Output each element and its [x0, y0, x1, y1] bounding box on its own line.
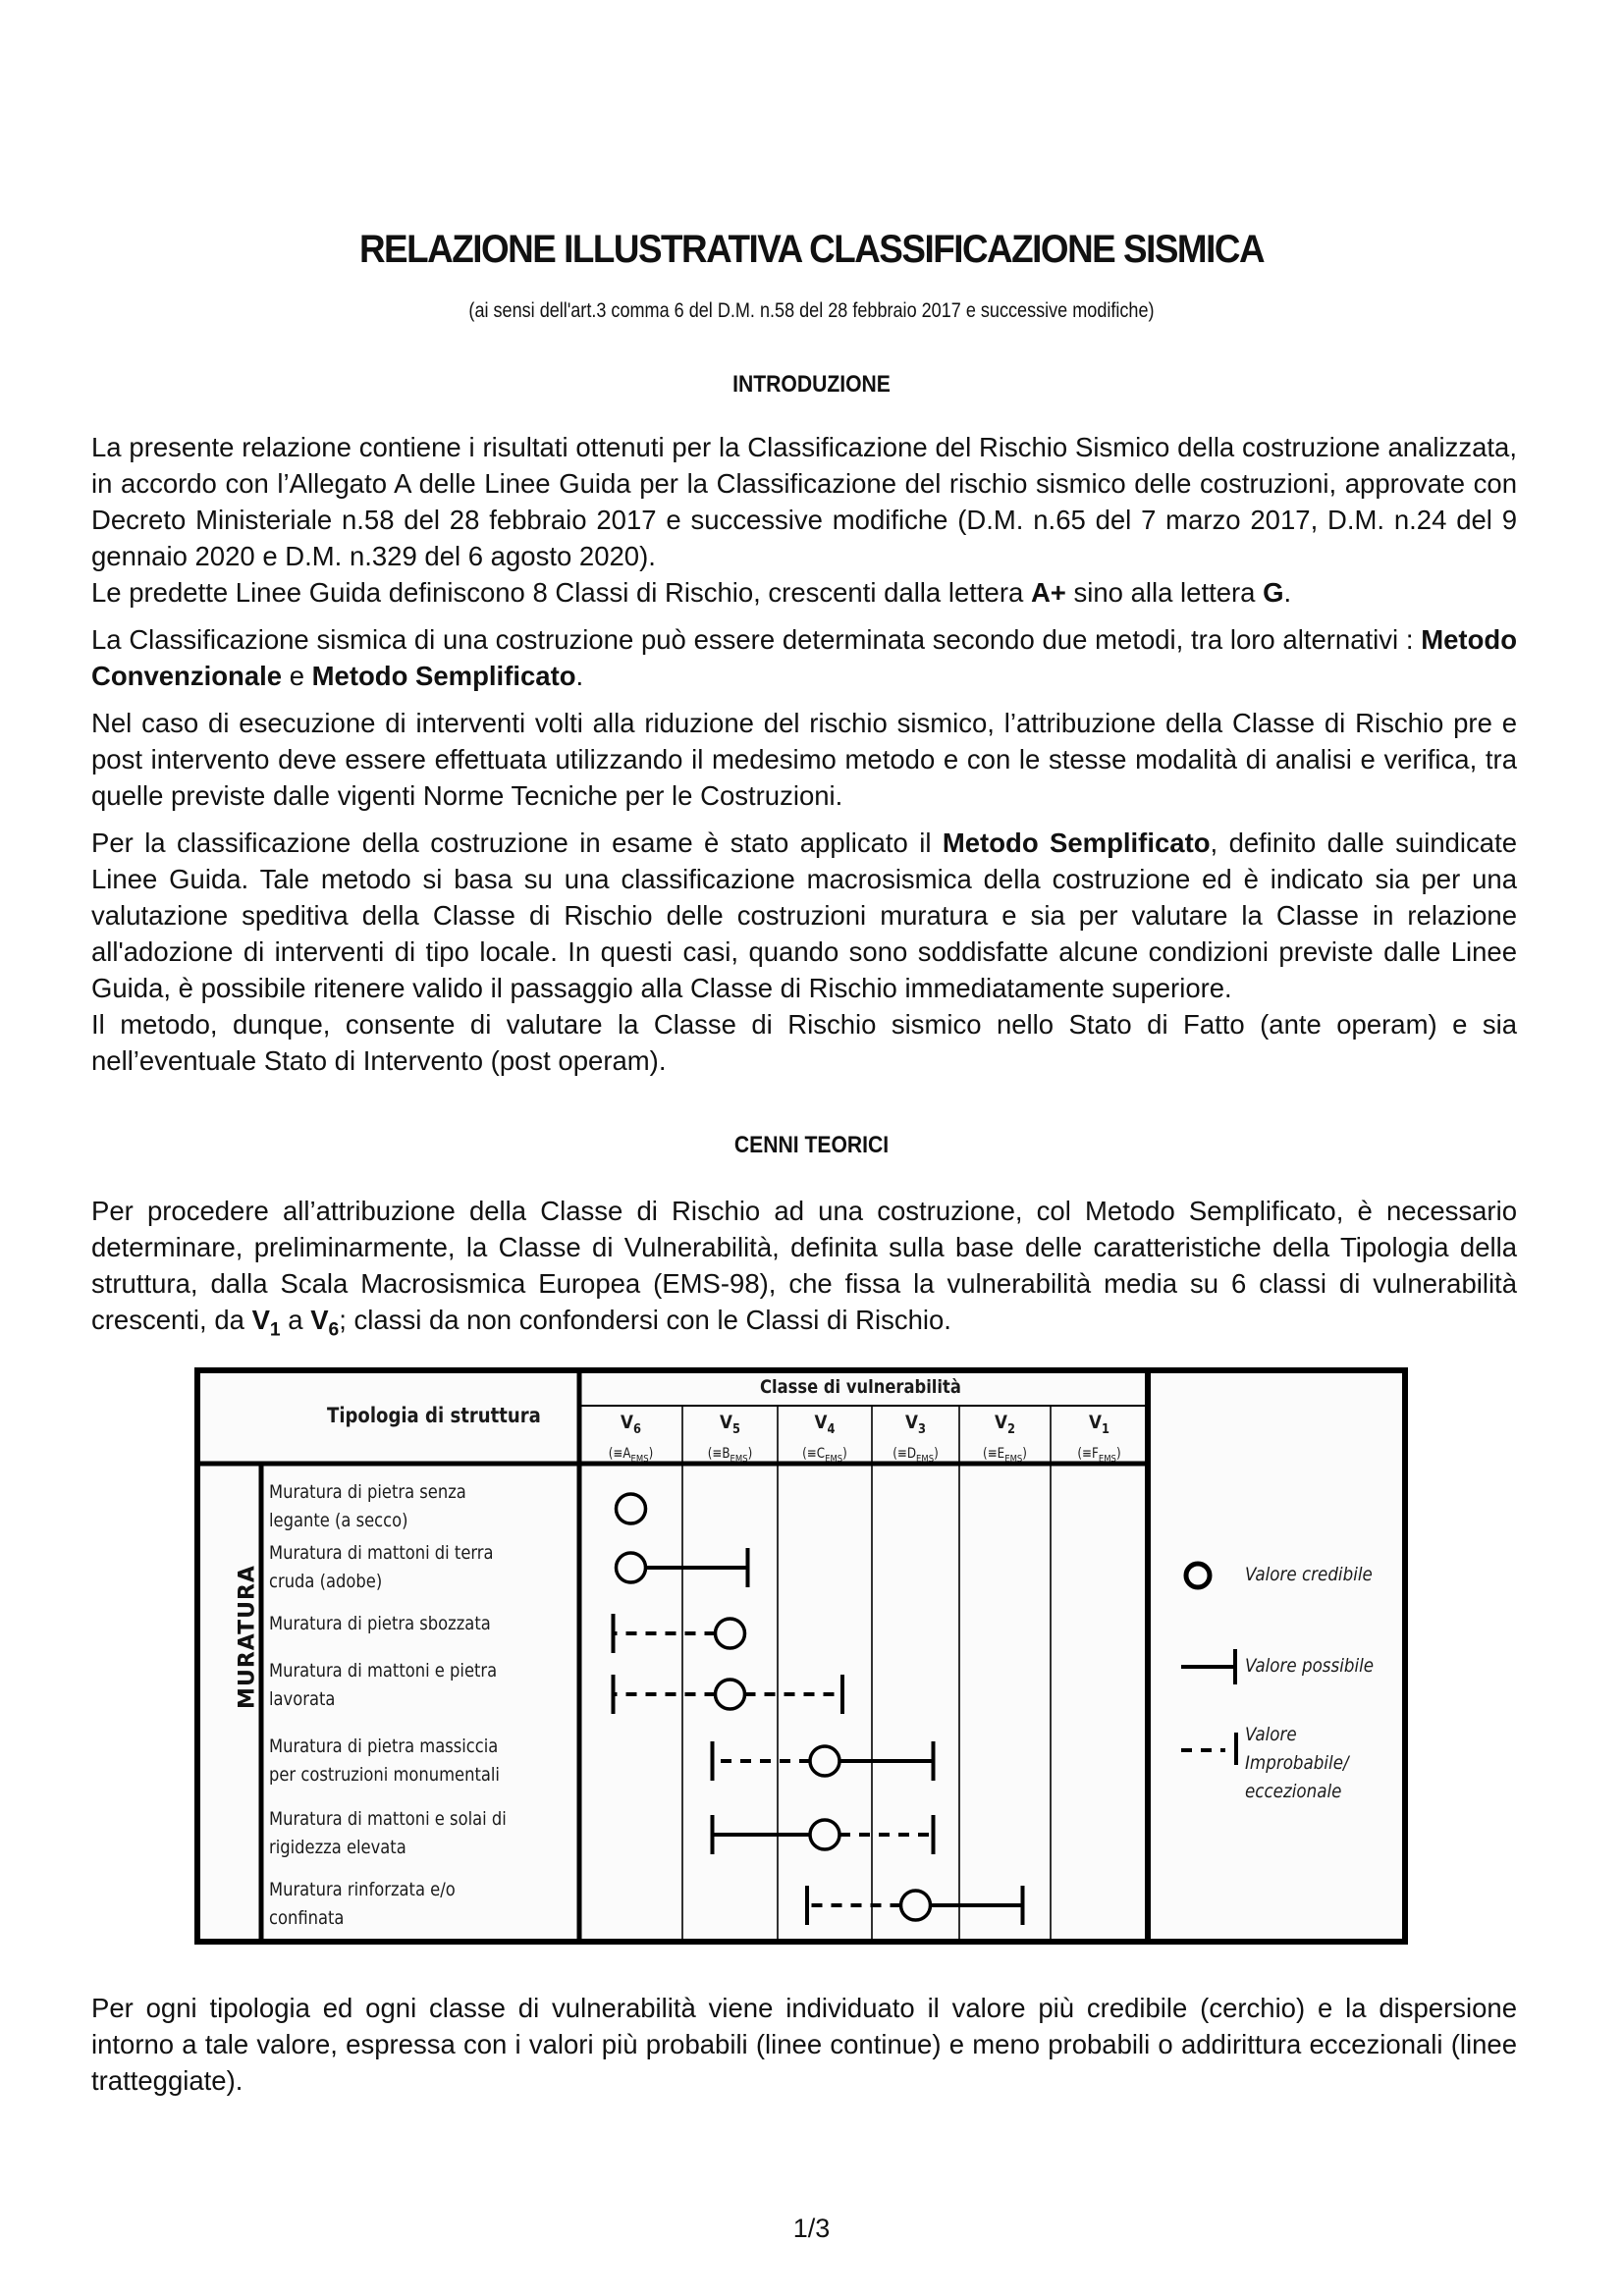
page-number: 1/3	[792, 2214, 831, 2243]
text-run: La Classificazione sismica di una costruzione può essere determinata secondo due metodi, tra loro alternativi :	[91, 624, 1422, 655]
group-label-muratura: MURATURA	[235, 1565, 260, 1709]
text-run: Per procedere all’attribuzione della Classe di Rischio ad una costruzione, col Metodo Semplificato, è necessario determinare, preliminarmente, la Classe di Vulnerabilità, definita sulla base delle caratteristiche della Tipologia della struttura, dalla Scala Macrosismica Europea (EMS-98), che fissa la vulnerabilità media su 6 classi di vulnerabilità crescenti, da	[91, 1196, 1517, 1335]
vulnerability-column-header	[872, 1410, 959, 1470]
ems-class-label: $(\equiv B_{EMS})$	[707, 1445, 753, 1465]
intro-paragraph-5	[91, 825, 1517, 1006]
subscript: 6	[328, 1319, 340, 1341]
vulnerability-class-label: $V_3$	[905, 1412, 926, 1437]
vulnerability-column-header	[778, 1410, 872, 1470]
vulnerability-class-label: $V_4$	[814, 1412, 836, 1437]
text-run: V	[251, 1305, 270, 1335]
bold-metodo-semplificato: Metodo Semplificato	[942, 828, 1211, 858]
bold-metodo-convenzionale: Metodo Convenzionale	[91, 624, 1517, 691]
intro-section	[91, 429, 1517, 1090]
text-run: , definito dalle suindicate Linee Guida. Tale metodo si basa su una classificazione macrosismica della costruzione ed è indicato sia per una valutazione speditiva della Classe di Rischio delle costruzioni muratura e sia per valutare la Classe in relazione all'adozione di interventi di tipo locale. In questi casi, quando sono soddisfatte alcune condizioni previste dalle Linee Guida, è possibile ritenere valido il passaggio alla Classe di Rischio immediatamente superiore.	[91, 828, 1517, 1003]
heading-introduzione: INTRODUZIONE	[732, 371, 891, 398]
subscript: 1	[269, 1319, 281, 1341]
legend-credible-icon	[1186, 1564, 1210, 1587]
text-run: sino alla lettera	[1065, 577, 1264, 608]
ems-class-label: $(\equiv E_{EMS})$	[983, 1445, 1027, 1465]
typology-row-label: Muratura di pietra sbozzata	[269, 1613, 491, 1634]
cenni-section-2	[91, 1990, 1517, 2109]
typology-row-label: Muratura di pietra senza legante (a secco)	[269, 1481, 466, 1531]
bold-metodo-semplificato: Metodo Semplificato	[311, 661, 576, 691]
document-subtitle: (ai sensi dell'art.3 comma 6 del D.M. n.58 del 28 febbraio 2017 e successive modifiche)	[468, 299, 1155, 322]
text-run: ; classi da non confondersi con le Classi di Rischio.	[339, 1305, 951, 1335]
vulnerability-class-label: $V_5$	[720, 1412, 740, 1437]
legend-credible-label: Valore credibile	[1245, 1564, 1373, 1585]
vulnerability-class-label: $V_2$	[995, 1412, 1015, 1437]
text-run: .	[1283, 577, 1292, 608]
bold-class-g: G	[1263, 577, 1284, 608]
text-run: Per la classificazione della costruzione in esame è stato applicato il	[91, 828, 943, 858]
cenni-paragraph-2: Per ogni tipologia ed ogni classe di vulnerabilità viene individuato il valore più credibile (cerchio) e la dispersione intorno a tale valore, espressa con i valori più probabili (linee continue) e meno probabili o addirittura eccezionali (linee tratteggiate).	[91, 1993, 1517, 2096]
credible-value-marker	[617, 1553, 646, 1582]
text-run: .	[575, 661, 584, 691]
credible-value-marker	[716, 1680, 745, 1709]
vulnerability-column-header	[959, 1410, 1051, 1470]
ems-class-label: $(\equiv C_{EMS})$	[802, 1445, 847, 1465]
vulnerability-column-header	[1051, 1410, 1148, 1470]
credible-value-marker	[716, 1619, 745, 1648]
typology-row-label: Muratura rinforzata e/o confinata	[269, 1879, 456, 1929]
vulnerability-column-header	[579, 1410, 682, 1470]
typology-row-label: Muratura di mattoni e pietra lavorata	[269, 1660, 498, 1710]
legend-improbable-label-1: Valore	[1245, 1724, 1297, 1745]
intro-paragraph-6: Il metodo, dunque, consente di valutare la Classe di Rischio sismico nello Stato di Fatto (ante operam) e sia nell’eventuale Stato di Intervento (post operam).	[91, 1009, 1517, 1076]
vulnerability-column-header	[682, 1410, 778, 1470]
ems-class-label: $(\equiv A_{EMS})$	[608, 1445, 654, 1465]
vulnerability-class-label: $V_1$	[1089, 1412, 1109, 1437]
intro-paragraph-4: Nel caso di esecuzione di interventi volti alla riduzione del rischio sismico, l’attribuzione della Classe di Rischio pre e post intervento deve essere effettuata utilizzando il medesimo metodo e con le stesse modalità di analisi e verifica, tra quelle previste dalle vigenti Norme Tecniche per le Costruzioni.	[91, 708, 1517, 811]
text-run: e	[282, 661, 312, 691]
vulnerability-class-label: $V_6$	[621, 1412, 641, 1437]
ems-class-label: $(\equiv F_{EMS})$	[1077, 1445, 1121, 1465]
intro-paragraph-2	[91, 574, 1517, 611]
intro-paragraph-3	[91, 621, 1517, 694]
typology-row-label: Muratura di pietra massiccia per costruzioni monumentali	[269, 1735, 500, 1786]
v1-label	[251, 1305, 281, 1341]
credible-value-marker	[617, 1494, 646, 1523]
credible-value-marker	[810, 1820, 839, 1849]
legend-improbable-label-3: eccezionale	[1245, 1781, 1342, 1802]
typology-header: Tipologia di struttura	[327, 1404, 541, 1427]
credible-value-marker	[901, 1891, 931, 1920]
v6-label	[310, 1305, 340, 1341]
credible-value-marker	[810, 1746, 839, 1776]
cenni-section	[91, 1193, 1517, 1360]
heading-cenni-teorici: CENNI TEORICI	[733, 1132, 890, 1158]
intro-paragraph-1: La presente relazione contiene i risultati ottenuti per la Classificazione del Rischio Sismico della costruzione analizzata, in accordo con l’Allegato A delle Linee Guida per la Classificazione del rischio sismico delle costruzioni, approvate con Decreto Ministeriale n.58 del 28 febbraio 2017 e successive modifiche (D.M. n.65 del 7 marzo 2017, D.M. n.24 del 9 gennaio 2020 e D.M. n.329 del 6 agosto 2020).	[91, 432, 1517, 571]
document-title: RELAZIONE ILLUSTRATIVA CLASSIFICAZIONE SISMICA	[358, 228, 1265, 271]
vulnerability-header: Classe di vulnerabilità	[760, 1376, 961, 1398]
text-run: a	[280, 1305, 311, 1335]
legend-possible-label: Valore possibile	[1245, 1655, 1375, 1677]
ems-class-label: $(\equiv D_{EMS})$	[893, 1445, 939, 1465]
text-run: Le predette Linee Guida definiscono 8 Classi di Rischio, crescenti dalla lettera	[91, 577, 1031, 608]
bold-class-aplus: A+	[1030, 577, 1066, 608]
vulnerability-table	[194, 1367, 1408, 1945]
legend-improbable-label-2: Improbabile/	[1245, 1752, 1349, 1774]
typology-row-label: Muratura di mattoni di terra cruda (adobe)	[269, 1542, 494, 1592]
typology-row-label: Muratura di mattoni e solai di rigidezza elevata	[269, 1808, 507, 1858]
cenni-paragraph-1	[91, 1193, 1517, 1349]
text-run: V	[310, 1305, 329, 1335]
